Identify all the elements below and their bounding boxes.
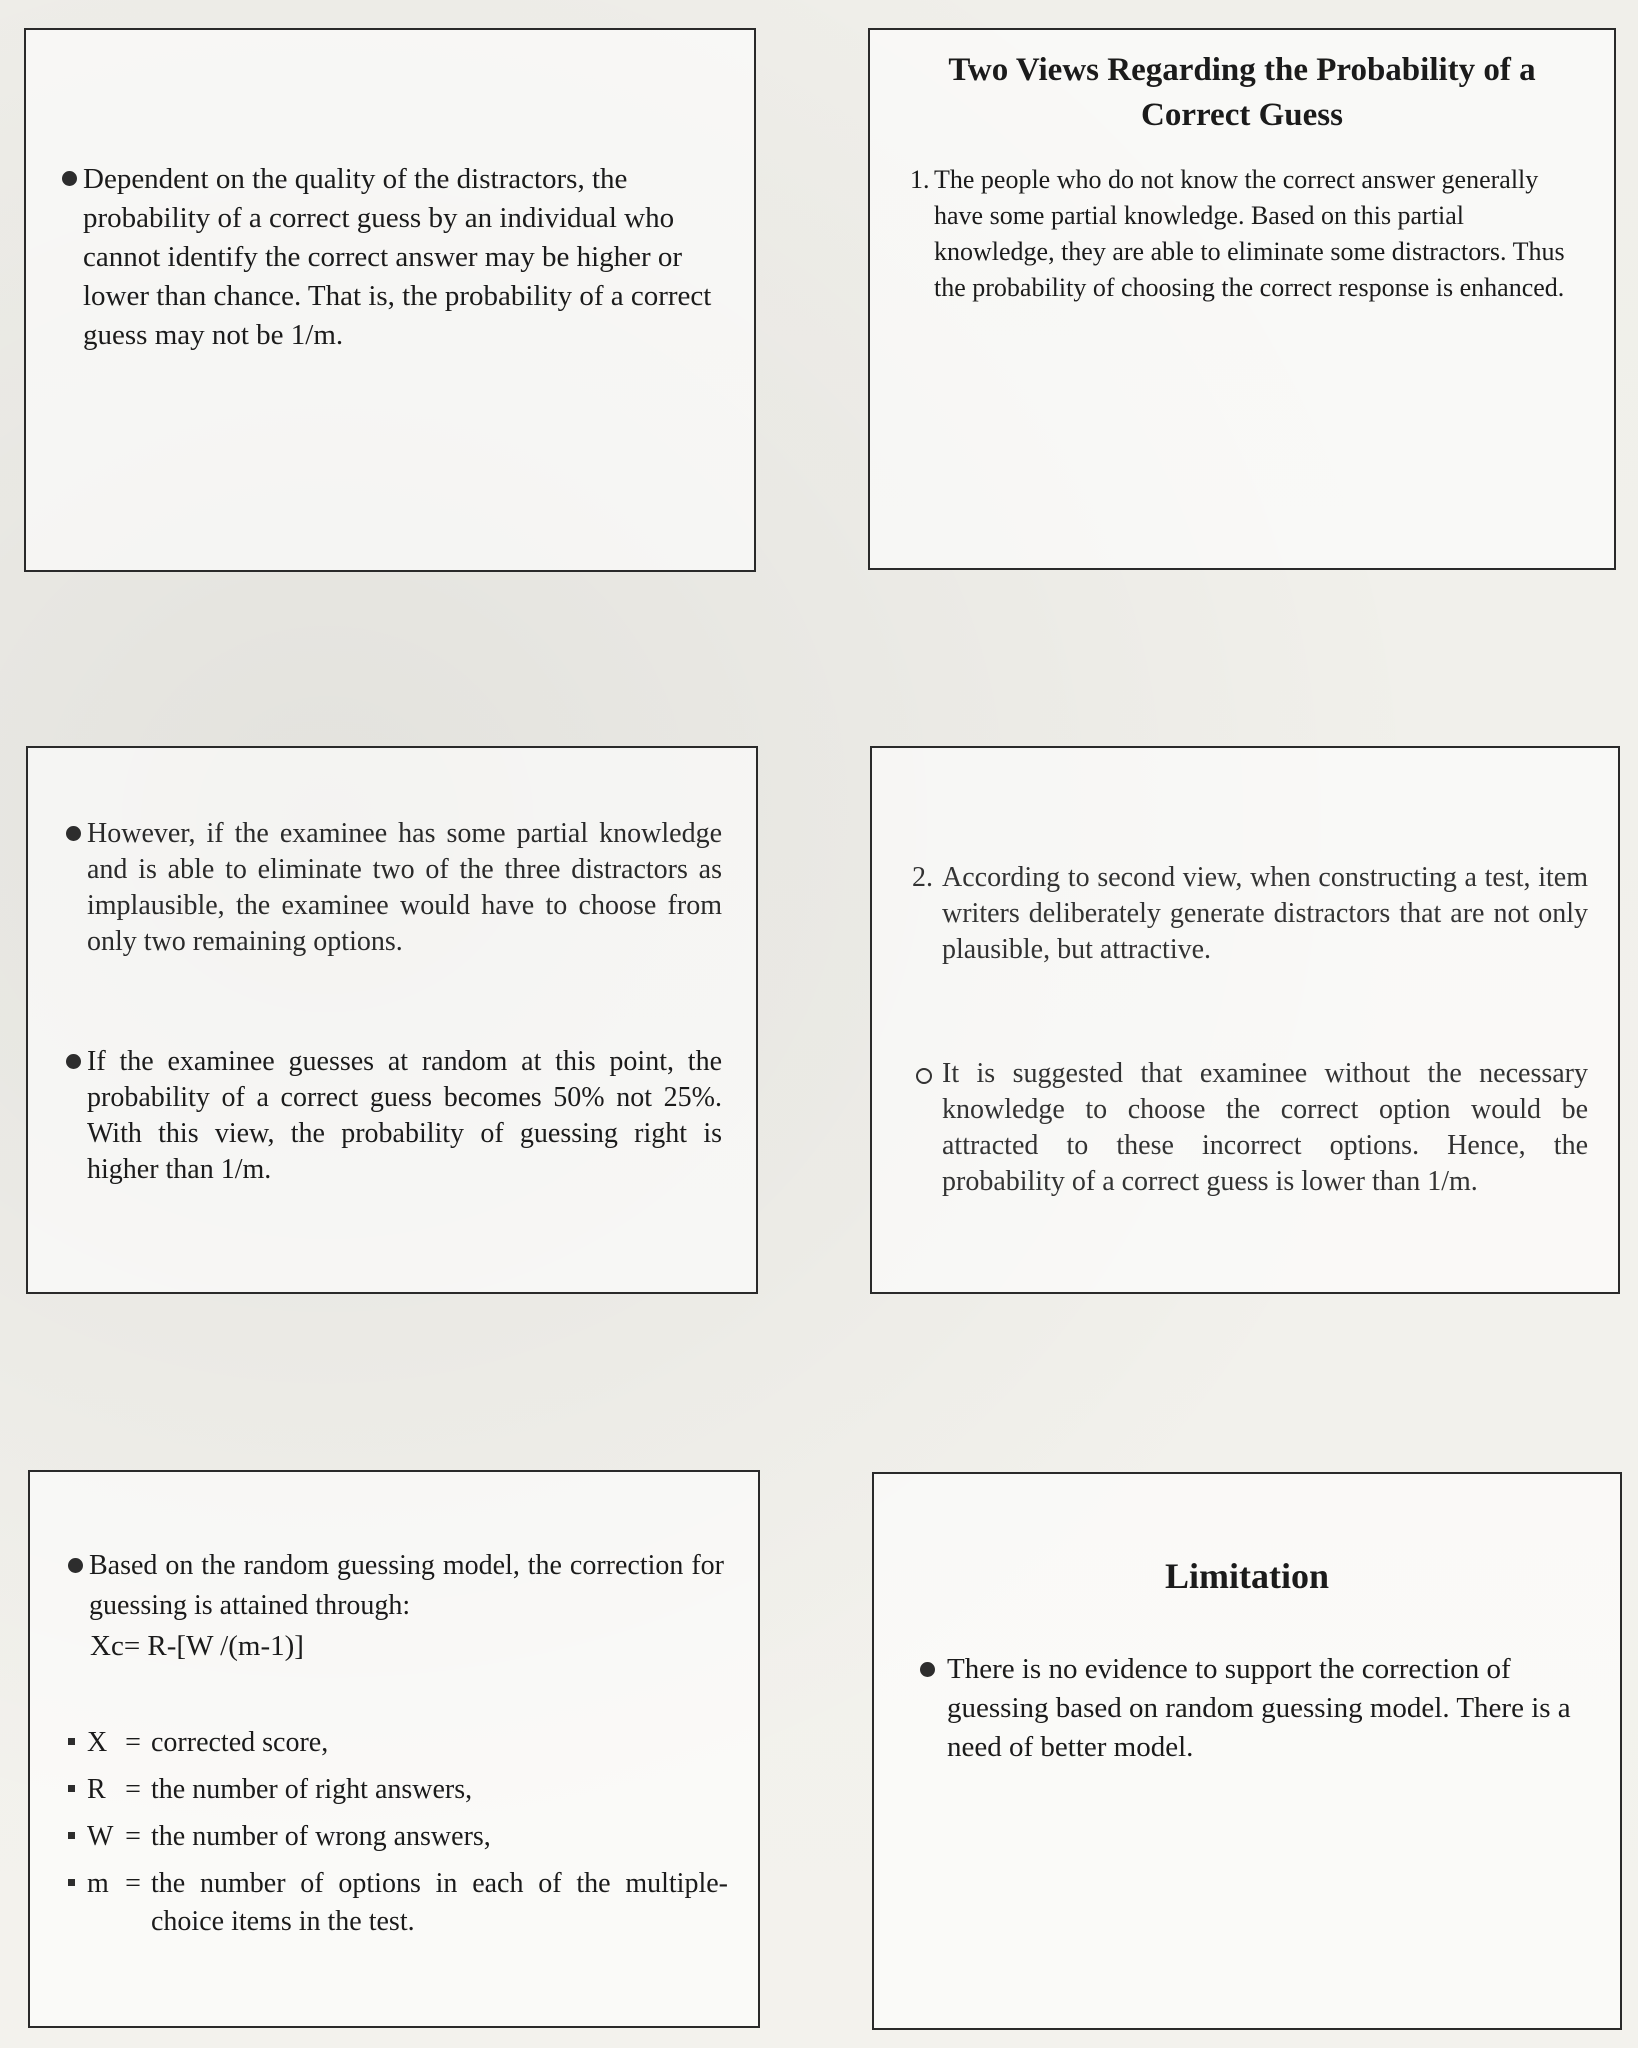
slide-second-view <box>870 746 1620 1294</box>
bullet-item <box>68 1546 724 1626</box>
bullet-item <box>62 160 734 355</box>
bullet-text: Based on the random guessing model, the correction for guessing is attained through: <box>89 1550 724 1621</box>
numbered-item <box>912 860 1588 968</box>
definition-item <box>68 1818 728 1856</box>
item-number: 1. <box>910 165 930 194</box>
definition-term: m <box>87 1868 109 1899</box>
bullet-dot-icon <box>66 1054 81 1069</box>
definition-equals: = <box>125 1774 141 1805</box>
definition-item <box>68 1865 728 1941</box>
square-bullet-icon <box>68 1832 75 1839</box>
bullet-text: There is no evidence to support the correction of guessing based on random guessing model. There is a need of better model. <box>947 1653 1571 1763</box>
item-text: According to second view, when constructing a test, item writers deliberately generate distractors that are not only plausible, but attractive. <box>942 862 1588 965</box>
bullet-dot-icon <box>68 1558 83 1573</box>
slide-two-views <box>868 28 1616 570</box>
definition-text: corrected score, <box>151 1727 329 1758</box>
definition-equals: = <box>125 1868 141 1899</box>
slide-correction-formula <box>28 1470 760 2028</box>
square-bullet-icon <box>68 1879 75 1886</box>
definition-list <box>68 1724 728 1941</box>
item-text: The people who do not know the correct answer generally have some partial knowledge. Based on this partial knowledge, they are able to eliminate some distractors. Thus the probability of choosing the correct response is enhanced. <box>934 165 1565 302</box>
definition-term: W <box>87 1821 114 1852</box>
bullet-item <box>920 1650 1592 1767</box>
bullet-dot-icon <box>62 171 77 186</box>
sub-bullet-item <box>916 1056 1588 1200</box>
definition-text: the number of wrong answers, <box>151 1821 491 1852</box>
slide-title: Two Views Regarding the Probability of a Correct Guess <box>948 52 1536 133</box>
definition-term: X <box>87 1727 108 1758</box>
bullet-text: Dependent on the quality of the distractors, the probability of a correct guess by an individual who cannot identify the correct answer may be higher or lower than chance. That is, the probability of a correct guess may not be 1/m. <box>83 163 712 351</box>
bullet-text: However, if the examinee has some partial knowledge and is able to eliminate two of the three distractors as implausible, the examinee would have to choose from only two remaining options. <box>87 818 722 957</box>
definition-item <box>68 1724 728 1762</box>
definition-text: the number of options in each of the multiple-choice items in the test. <box>151 1868 728 1937</box>
definition-equals: = <box>125 1821 141 1852</box>
slide-title: Limitation <box>1164 1556 1329 1596</box>
bullet-item <box>66 816 722 960</box>
definition-text: the number of right answers, <box>151 1774 473 1805</box>
hollow-bullet-icon <box>916 1068 932 1084</box>
square-bullet-icon <box>68 1785 75 1792</box>
definition-item <box>68 1771 728 1809</box>
item-number: 2. <box>912 862 933 893</box>
slide-partial-knowledge <box>26 746 758 1294</box>
bullet-item <box>66 1044 722 1188</box>
sub-bullet-text: It is suggested that examinee without the necessary knowledge to choose the correct option would be attracted to these incorrect options. Hence, the probability of a correct guess is lower than 1/m. <box>942 1058 1588 1197</box>
bullet-text: If the examinee guesses at random at this point, the probability of a correct guess becomes 50% not 25%. With this view, the probability of guessing right is higher than 1/m. <box>87 1046 722 1185</box>
slide-quality-of-distractors <box>24 28 756 572</box>
slide-limitation <box>872 1472 1622 2030</box>
definition-equals: = <box>125 1727 141 1758</box>
definition-term: R <box>87 1774 106 1805</box>
bullet-dot-icon <box>66 826 81 841</box>
formula: Xc= R-[W /(m-1)] <box>90 1630 304 1662</box>
square-bullet-icon <box>68 1738 75 1745</box>
bullet-dot-icon <box>920 1662 935 1677</box>
numbered-item <box>910 162 1580 306</box>
